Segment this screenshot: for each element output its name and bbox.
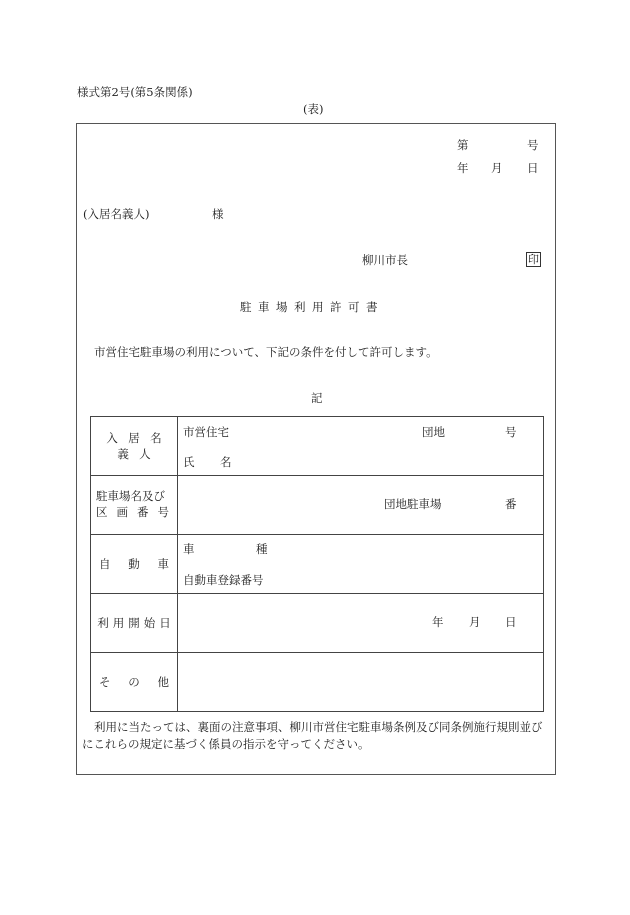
parking-label-line2: 区画番号: [96, 505, 178, 519]
vehicle-label-a: 自: [99, 557, 111, 571]
vehicle-label-c: 車: [157, 557, 169, 571]
start-label: 利用開始日: [97, 615, 175, 630]
note-line-1: 利用に当たっては、裏面の注意事項、柳川市営住宅駐車場条例及び同条例施行規則並び: [94, 720, 543, 734]
vehicle-label-b: 動: [128, 557, 140, 571]
doc-date-day: 日: [527, 161, 539, 175]
doc-date-year: 年: [457, 161, 469, 175]
note-line-2: にこれらの規定に基づく係員の指示を守ってください。: [82, 737, 370, 751]
side-label: (表): [303, 102, 324, 116]
parking-ban: 番: [505, 497, 517, 511]
parking-label-line1: 駐車場名及び: [96, 489, 165, 503]
resident-label: 入居名義人: [106, 430, 172, 461]
doc-date-month: 月: [491, 161, 503, 175]
other-value-cell: [178, 653, 544, 712]
parking-lot: 団地駐車場: [384, 497, 442, 511]
document-title: 駐車場利用許可書: [240, 300, 384, 314]
permit-details-table: [90, 416, 544, 712]
seal-mark: 印: [528, 253, 539, 266]
start-day: 日: [505, 615, 517, 629]
doc-number-go: 号: [527, 138, 539, 152]
addressee-label: (入居名義人): [83, 207, 150, 221]
table-row-vehicle: [91, 535, 544, 594]
resident-name-shi: 氏: [183, 455, 195, 469]
vehicle-type-b: 種: [256, 542, 268, 556]
resident-go: 号: [505, 425, 517, 439]
addressee-honorific: 様: [212, 207, 224, 221]
resident-name-mei: 名: [220, 455, 232, 469]
issuer-name: 柳川市長: [362, 253, 408, 267]
vehicle-type-a: 車: [183, 542, 195, 556]
table-row-resident: [91, 417, 544, 476]
resident-danchi: 団地: [422, 425, 445, 439]
other-label-b: の: [128, 675, 140, 689]
ki-heading: 記: [311, 391, 323, 405]
other-label-a: そ: [99, 675, 111, 689]
start-year: 年: [432, 615, 444, 629]
start-month: 月: [469, 615, 481, 629]
vehicle-registration: 自動車登録番号: [183, 573, 264, 587]
other-label-c: 他: [157, 675, 169, 689]
doc-number-dai: 第: [457, 138, 469, 152]
form-number: 様式第2号(第5条関係): [77, 85, 193, 99]
resident-housing: 市営住宅: [183, 425, 229, 439]
table-row-start: [91, 594, 544, 653]
table-row-parking: [91, 476, 544, 535]
intro-text: 市営住宅駐車場の利用について、下記の条件を付して許可します。: [94, 345, 438, 359]
table-row-other: [91, 653, 544, 712]
